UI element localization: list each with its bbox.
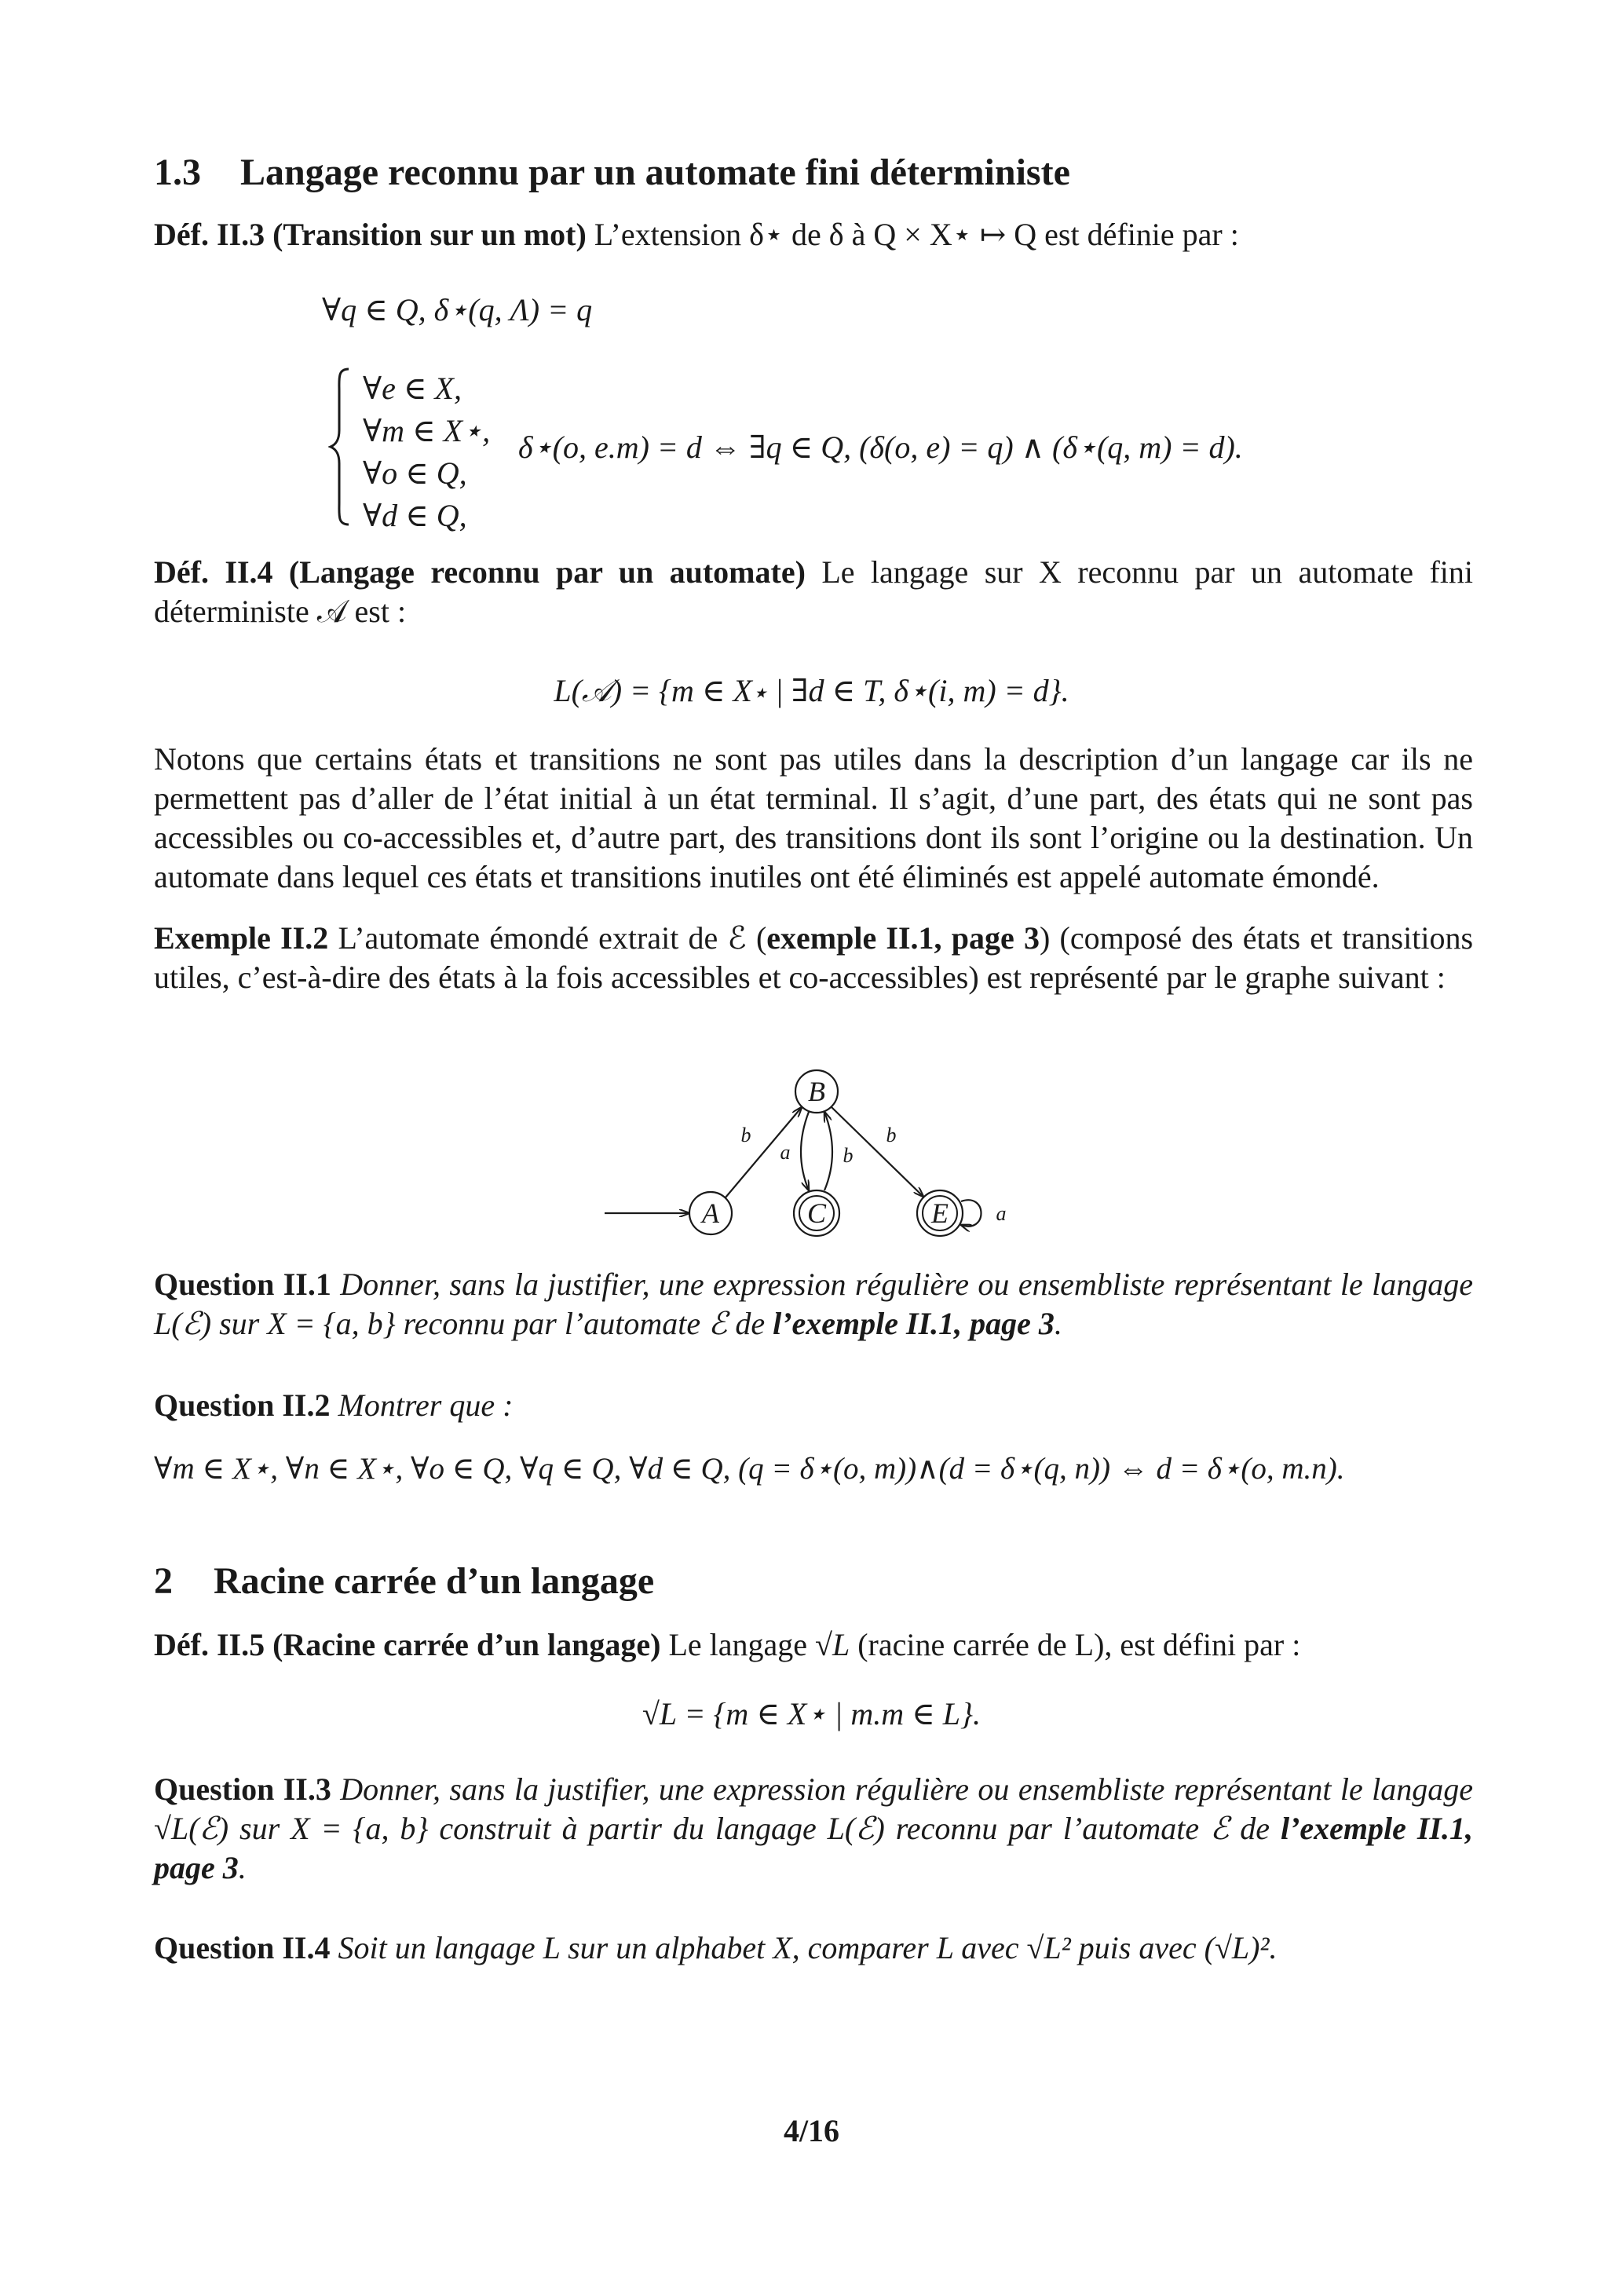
- edge-E-E-loop: [961, 1200, 981, 1227]
- question-text-a: Donner, sans la justifier, une expression régulière ou ensembliste représentant le langage: [340, 1771, 1474, 1807]
- formula-delta-star-word: δ⋆(o, e.m) = d ⇔ ∃q ∈ Q, (δ(o, e) = q) ∧ (δ⋆(q, m) = d).: [518, 430, 1243, 465]
- quantifier-list: [363, 367, 490, 537]
- quantifier: ∀d ∈ Q,: [363, 498, 467, 533]
- question-text: Soit un langage L sur un alphabet X, comparer L avec √L² puis avec (√L)².: [338, 1930, 1278, 1965]
- question-ref: l’exemple II.1, page 3: [154, 1811, 1474, 1885]
- quantifier: ∀e ∈ X,: [363, 371, 462, 406]
- left-brace-icon: [328, 367, 352, 526]
- definition-text: Le langage sur X reconnu par un automate fini déterministe 𝒜 est :: [154, 554, 1474, 629]
- question-II-4: [154, 1929, 1473, 1968]
- example-text-b: ) (composé des états et transitions utiles, c’est-à-dire des états à la fois accessibles et co-accessibles) est représenté par le graphe suivant :: [154, 920, 1474, 995]
- state-A: [689, 1192, 732, 1234]
- question-end: .: [238, 1850, 247, 1885]
- definition-II-5: [154, 1625, 1473, 1665]
- question-label: Question II.3: [154, 1771, 331, 1807]
- edge-label-C-B: b: [843, 1144, 854, 1167]
- question-text: Donner, sans la justifier, une expression régulière ou ensembliste représentant le langage L(ℰ) sur X = {a, b} reconnu par l’automate ℰ de: [154, 1267, 1474, 1341]
- example-text-a: L’automate émondé extrait de ℰ (: [338, 920, 767, 956]
- question-text-b: sur X = {a, b} construit à partir du langage L(ℰ) reconnu par l’automate ℰ de: [239, 1811, 1270, 1846]
- state-label: E: [931, 1197, 949, 1229]
- state-label: B: [808, 1076, 825, 1107]
- edge-B-C: [801, 1112, 809, 1190]
- sqrt-L-E: √L(ℰ): [154, 1811, 229, 1846]
- quantifier: ∀m ∈ X⋆,: [363, 413, 491, 448]
- definition-II-4: [154, 553, 1473, 631]
- question-II-1: [154, 1265, 1473, 1344]
- question-ref: l’exemple II.1, page 3: [773, 1306, 1055, 1341]
- edge-label-E-E: a: [996, 1202, 1007, 1225]
- definition-II-3: [154, 215, 1473, 254]
- question-label: Question II.2: [154, 1387, 331, 1423]
- edge-label-B-E: b: [886, 1124, 897, 1146]
- definition-label: Déf. II.4 (Langage reconnu par un automate): [154, 554, 806, 590]
- question-II-2: [154, 1386, 1473, 1425]
- definition-label: Déf. II.5 (Racine carrée d’un langage): [154, 1627, 661, 1662]
- state-C-final: [794, 1190, 839, 1236]
- section-title: Racine carrée d’un langage: [214, 1560, 655, 1602]
- example-ref: exemple II.1, page 3: [766, 920, 1040, 956]
- section-heading-2: [154, 1559, 1473, 1603]
- quantifier: ∀o ∈ Q,: [363, 455, 467, 491]
- definition-label: Déf. II.3 (Transition sur un mot): [154, 217, 587, 252]
- question-end: .: [1054, 1306, 1062, 1341]
- definition-text: L’extension δ⋆ de δ à Q × X⋆ ↦ Q est définie par :: [594, 217, 1239, 252]
- formula-delta-star-empty: ∀q ∈ Q, δ⋆(q, Λ) = q: [322, 292, 593, 327]
- edge-C-B: [824, 1112, 832, 1190]
- sqrt-L: √L: [815, 1627, 850, 1662]
- section-title: Langage reconnu par un automate fini déterministe: [240, 152, 1070, 193]
- state-label: C: [806, 1197, 827, 1229]
- automaton-diagram: [597, 1060, 1036, 1256]
- question-text: Montrer que :: [338, 1387, 514, 1423]
- formula-language: L(𝒜) = {m ∈ X⋆ | ∃d ∈ T, δ⋆(i, m) = d}.: [554, 673, 1069, 708]
- page-number: 4/16: [783, 2113, 840, 2148]
- formula-composition: ∀m ∈ X⋆, ∀n ∈ X⋆, ∀o ∈ Q, ∀q ∈ Q, ∀d ∈ Q, (q = δ⋆(o, m))∧(d = δ⋆(q, n)) ⇔ d = δ⋆(o, m.n).: [154, 1452, 1345, 1486]
- definition-text-a: Le langage: [668, 1627, 807, 1662]
- state-B: [795, 1070, 838, 1113]
- example-II-2: [154, 919, 1473, 997]
- paragraph-pruned-automaton: Notons que certains états et transitions ne sont pas utiles dans la description d’un langage car ils ne permettent pas d’aller de l’état initial à un état terminal. Il s’agit, d’une part, des états qui ne sont pas accessibles ou co-accessibles et, d’autre part, des transitions dont ils sont l’origine ou la destination. Un automate dans lequel ces états et transitions inutiles ont été éliminés est appelé automate émondé.: [154, 741, 1473, 894]
- state-label: A: [702, 1197, 719, 1229]
- section-number: 2: [154, 1560, 173, 1602]
- question-label: Question II.1: [154, 1267, 331, 1302]
- edge-label-A-B: b: [740, 1124, 751, 1146]
- formula-square-root: √L = {m ∈ X⋆ | m.m ∈ L}.: [642, 1696, 981, 1731]
- section-heading-1-3: [154, 151, 1473, 195]
- example-label: Exemple II.2: [154, 920, 329, 956]
- question-label: Question II.4: [154, 1930, 331, 1965]
- edge-label-B-C: a: [780, 1141, 791, 1164]
- section-number: 1.3: [154, 152, 201, 193]
- state-E-final: [917, 1190, 963, 1236]
- question-II-3: [154, 1770, 1473, 1888]
- definition-text-b: (racine carrée de L), est défini par :: [857, 1627, 1301, 1662]
